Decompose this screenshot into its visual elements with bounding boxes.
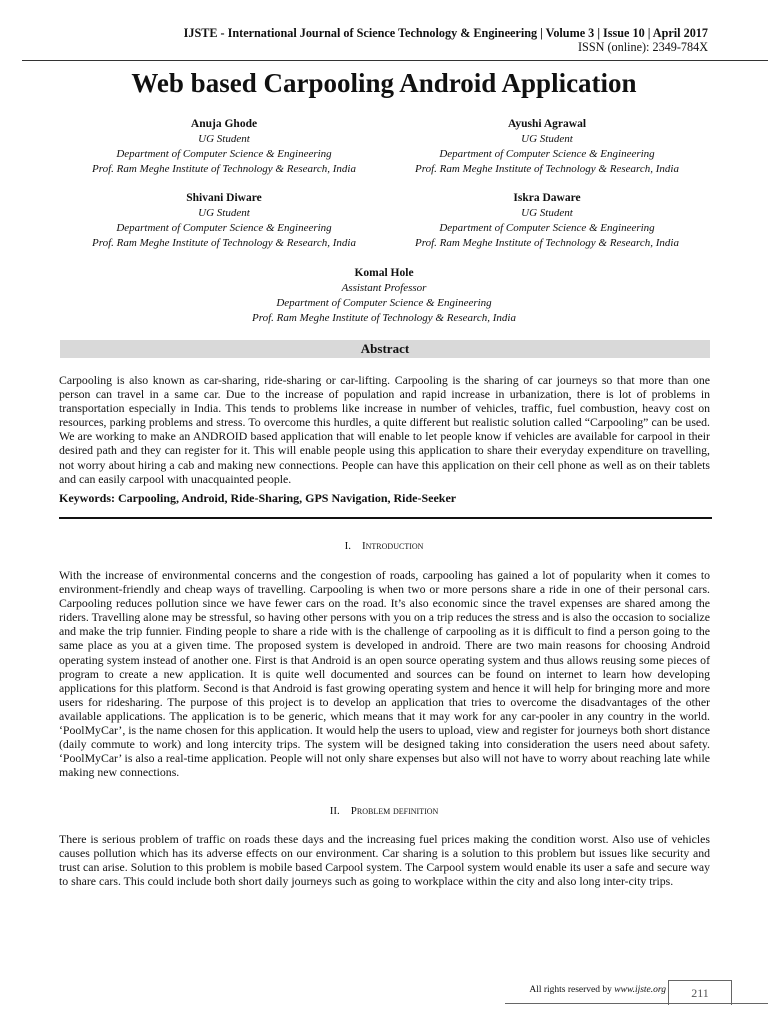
section-number: II.	[329, 805, 340, 817]
author-name: Ayushi Agrawal	[507, 118, 587, 130]
author-role: UG Student	[521, 133, 573, 145]
keywords-line: Keywords: Carpooling, Android, Ride-Sharing, GPS Navigation, Ride-Seeker	[59, 491, 457, 505]
author-name: Anuja Ghode	[190, 118, 258, 130]
section-title: Introduction	[361, 540, 424, 552]
author-department: Department of Computer Science & Engineering	[439, 222, 655, 234]
author-name: Shivani Diware	[186, 192, 262, 204]
author-role: UG Student	[198, 207, 250, 219]
abstract-text: Carpooling is also known as car-sharing, ride-sharing or car-lifting. Carpooling is the sharing of car journeys so that more than one person can travel in a same car. Due to the increase of population and rapid increase in urbanization, there is lot of problems in transportation especially in India. This tends to problems like increase in number of vehicles, traffic, fuel combustion, heavy cost on resources, parking problems and stress. To overcome this hurdles, a quite different but realistic solution called “Carpooling” can be used. We are working to make an ANDROID based application that will enable to let people know if vehicles are available for carpool in their desired path and they can register for it. This will enable people using this application to share their everyday expenditure on travelling, not worry about hiring a cab and making new connections. People can have this application on their cell phone as well as on their tablets and can easily carpool with unacquainted people.	[59, 373, 710, 486]
author-block-5	[184, 266, 584, 326]
author-institute: Prof. Ram Meghe Institute of Technology & Research, India	[415, 237, 679, 249]
header-rule	[22, 60, 768, 61]
author-role: UG Student	[198, 133, 250, 145]
author-institute: Prof. Ram Meghe Institute of Technology & Research, India	[415, 163, 679, 175]
author-department: Department of Computer Science & Engineering	[276, 297, 492, 309]
author-role: Assistant Professor	[341, 282, 427, 294]
footer-rule	[505, 1003, 768, 1004]
author-block-2	[383, 117, 711, 177]
rights-text: All rights reserved by	[529, 985, 615, 995]
issn-line: ISSN (online): 2349-784X	[578, 40, 708, 54]
author-institute: Prof. Ram Meghe Institute of Technology & Research, India	[252, 312, 516, 324]
author-name: Komal Hole	[354, 267, 414, 279]
author-department: Department of Computer Science & Engineering	[116, 222, 332, 234]
author-block-4	[383, 191, 711, 251]
section-heading-introduction	[0, 539, 768, 553]
author-institute: Prof. Ram Meghe Institute of Technology & Research, India	[92, 163, 356, 175]
page-number: 211	[668, 980, 732, 1005]
journal-name: IJSTE - International Journal of Science Technology & Engineering | Volume 3 | Issue 10 | April 2017	[183, 26, 708, 40]
introduction-text: With the increase of environmental concerns and the congestion of roads, carpooling has gained a lot of popularity when it comes to environment-friendly and cheap ways of travelling. Carpooling is when two or more persons share a ride in one of their personal cars. Carpooling reduces pollution since we have fewer cars on the road. It’s also economic since the travel expenses are shared among the riders. Travelling alone may be stressful, so having other persons with you on a trip reduces the stress and is also the occasion to socialize and make the trip funnier. Finding people to share a ride with is the challenge of carpooling as it is difficult to find a person going to the same place as you at a given time. The proposed system is developed in android. There are two main reasons for choosing Android operating system instead of another one. First is that Android is an open source operating system and thus allows reusing some pieces of program to create a new application. It is quite well documented and sources can be found on internet to learn how developing applications for this platform. Second is that Android is fast growing operating system and hence it will help for bringing more and more users for ridesharing. The purpose of this project is to develop an application that tries to overcome the disadvantages of the other available applications. The application is to be generic, which means that it may work for any car-pooler in any country in the world. ‘PoolMyCar’, is the name chosen for this application. It would help the users to upload, view and register for journeys both short distance (daily commute to work) and long intercity trips. The system will be designed taking into consideration the users need about safety. ‘PoolMyCar’ is also a real-time application. People will not only share expenses but also will not have to worry about reaching late while making new connections.	[59, 568, 710, 780]
section-number: I.	[344, 540, 351, 552]
author-block-1	[59, 117, 389, 177]
author-institute: Prof. Ram Meghe Institute of Technology & Research, India	[92, 237, 356, 249]
journal-header	[184, 26, 708, 54]
abstract-rule	[59, 517, 712, 519]
footer-rights	[529, 985, 666, 995]
section-title: Problem definition	[350, 805, 439, 817]
section-heading-problem-definition	[0, 804, 768, 818]
site-link[interactable]: www.ijste.org	[614, 985, 666, 995]
abstract-heading: Abstract	[60, 340, 710, 358]
author-department: Department of Computer Science & Engineering	[116, 148, 332, 160]
paper-title: Web based Carpooling Android Application	[131, 68, 637, 98]
author-block-3	[59, 191, 389, 251]
problem-definition-text: There is serious problem of traffic on roads these days and the increasing fuel prices making the condition worst. Also use of vehicles causes pollution which has its adverse effects on our environment. Car sharing is a solution to this problem but issues like security and trust can arise. Solution to this problem is mobile based Carpool system. The Carpool system would enable its user a safe and secure way to share cars. This could include both short daily journeys such as going to workplace within the city and also long inter-city trips.	[59, 832, 710, 889]
author-role: UG Student	[521, 207, 573, 219]
author-name: Iskra Daware	[513, 192, 581, 204]
author-department: Department of Computer Science & Engineering	[439, 148, 655, 160]
